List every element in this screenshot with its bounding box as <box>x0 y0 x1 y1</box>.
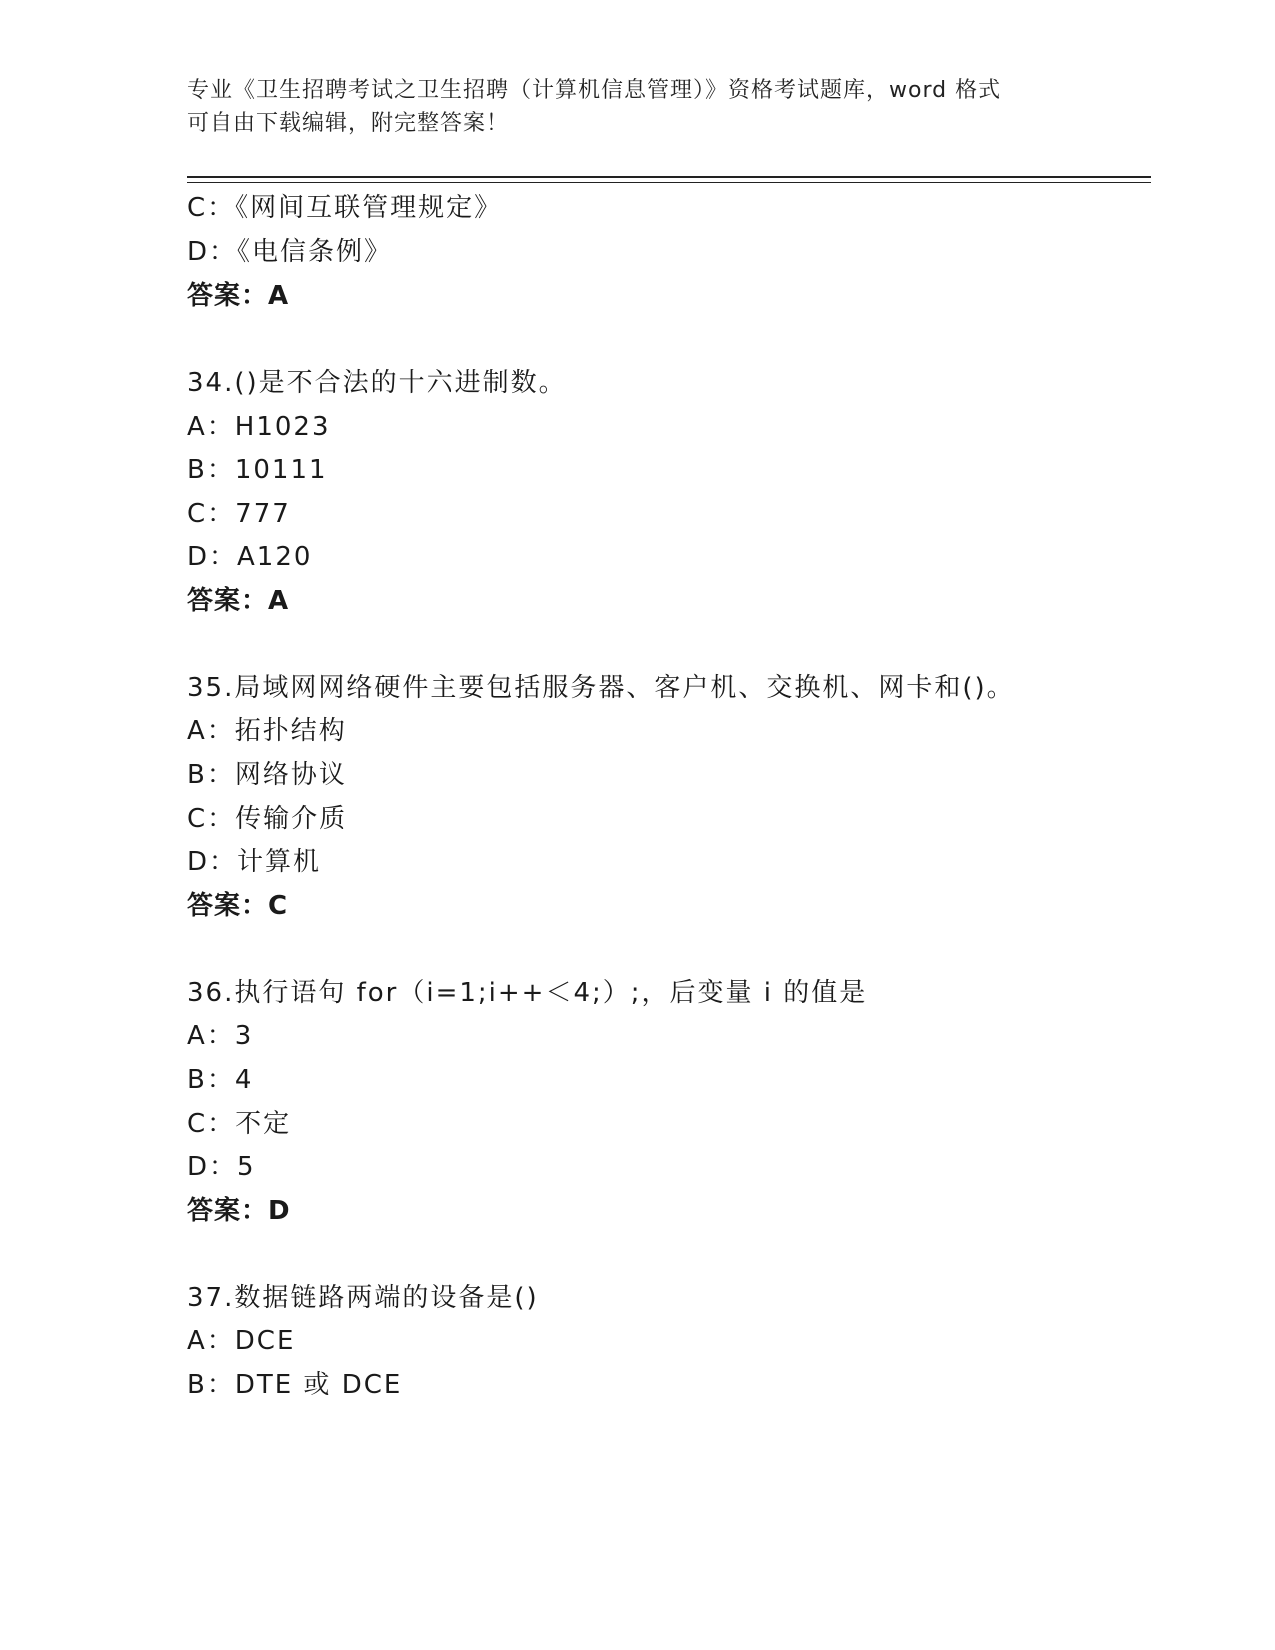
q36-option-d: D：5 <box>187 1152 256 1182</box>
q37-option-a: A：DCE <box>187 1326 296 1356</box>
header-line-2: 可自由下载编辑，附完整答案！ <box>187 111 510 136</box>
prev-option-c: C：《网间互联管理规定》 <box>187 193 503 223</box>
header-divider-thin <box>187 182 1151 183</box>
q34-question: 34.()是不合法的十六进制数。 <box>187 368 567 398</box>
q35-option-d: D：计算机 <box>187 847 322 877</box>
q36-answer: 答案：D <box>187 1196 291 1226</box>
q34-option-d: D：A120 <box>187 542 313 572</box>
q35-option-a: A：拓扑结构 <box>187 716 347 746</box>
header-line-1: 专业《卫生招聘考试之卫生招聘（计算机信息管理）》资格考试题库，word 格式 <box>187 78 1002 103</box>
q35-option-b: B：网络协议 <box>187 760 347 790</box>
q36-option-c: C：不定 <box>187 1109 292 1139</box>
q34-option-c: C：777 <box>187 499 291 529</box>
document-header <box>187 74 1087 140</box>
q35-answer: 答案：C <box>187 891 289 921</box>
q34-answer: 答案：A <box>187 586 290 616</box>
header-divider-thick <box>187 176 1151 178</box>
q36-question: 36.执行语句 for（i=1;i++＜4;）;，后变量 i 的值是 <box>187 978 868 1008</box>
q35-question: 35.局域网网络硬件主要包括服务器、客户机、交换机、网卡和()。 <box>187 673 1015 703</box>
q36-option-b: B：4 <box>187 1065 254 1095</box>
prev-option-d: D：《电信条例》 <box>187 237 393 267</box>
q36-option-a: A：3 <box>187 1021 254 1051</box>
q34-option-a: A：H1023 <box>187 412 331 442</box>
q37-option-b: B：DTE 或 DCE <box>187 1370 403 1400</box>
q35-option-c: C：传输介质 <box>187 804 348 834</box>
q37-question: 37.数据链路两端的设备是() <box>187 1283 539 1313</box>
prev-answer: 答案：A <box>187 281 290 311</box>
q34-option-b: B：10111 <box>187 455 328 485</box>
